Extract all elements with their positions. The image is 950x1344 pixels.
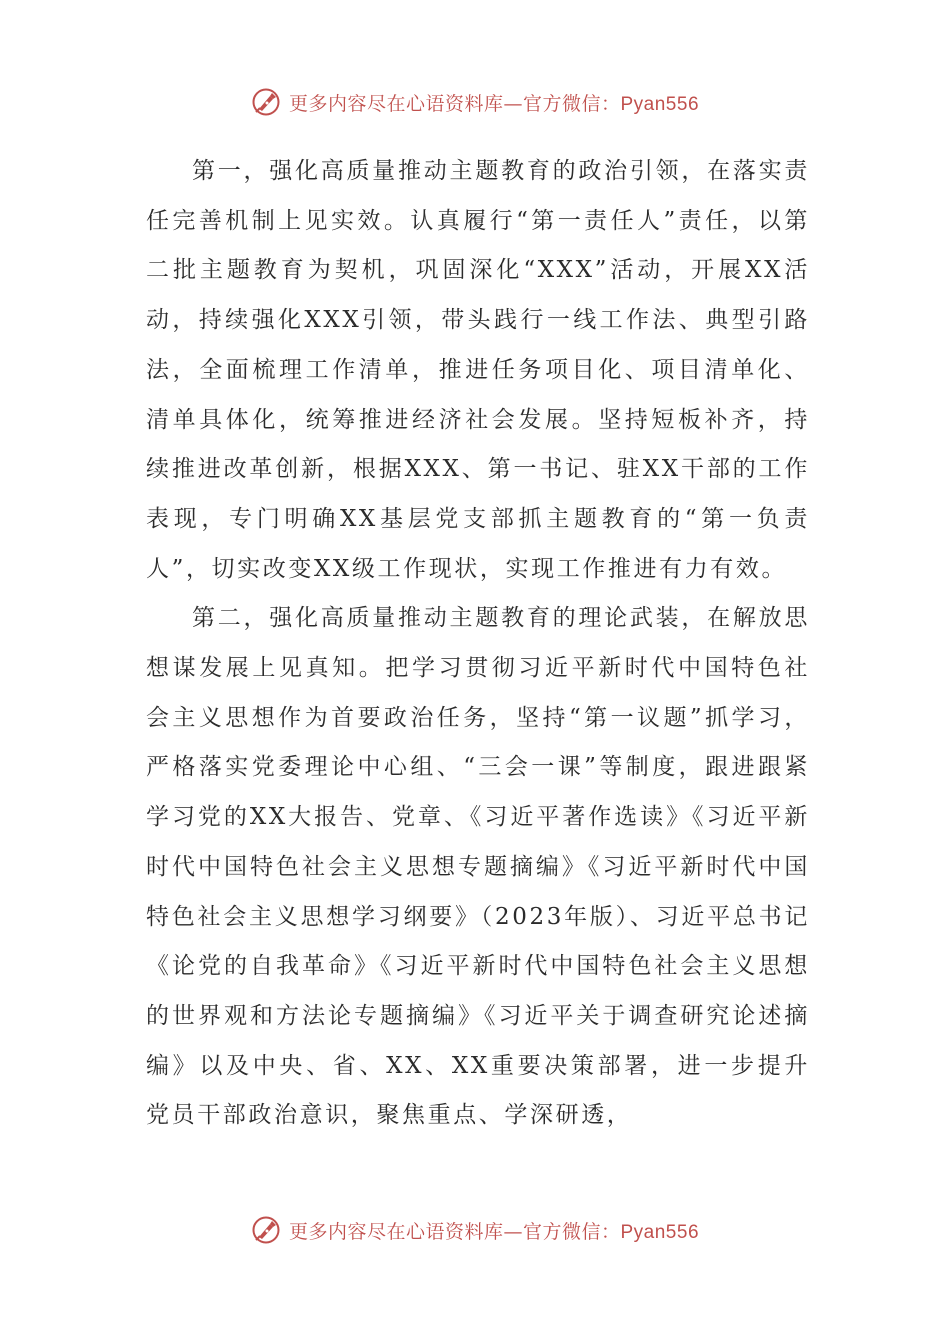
header-banner [0, 82, 950, 122]
pen-nib-logo-icon [251, 1215, 281, 1245]
footer-separator: — [503, 1220, 523, 1243]
paragraph-1: 第一，强化高质量推动主题教育的政治引领，在落实责任完善机制上见实效。认真履行“第一责任人”责任，以第二批主题教育为契机，巩固深化“XXX”活动，开展XX活动，持续强化XXX引领，带头践行一线工作法、典型引路法，全面梳理工作清单，推进任务项目化、项目清单化、清单具体化，统筹推进经济社会发展。坚持短板补齐，持续推进改革创新，根据XXX、第一书记、驻XX干部的工作表现，专门明确XX基层党支部抓主题教育的“第一负责人”，切实改变XX级工作现状，实现工作推进有力有效。 [146, 158, 810, 582]
document-body [146, 147, 810, 1141]
header-wechat-label: 官方微信： [522, 92, 621, 115]
pen-nib-logo-icon [251, 87, 281, 117]
paragraph-2: 第二，强化高质量推动主题教育的理论武装，在解放思想谋发展上见真知。把学习贯彻习近平新时代中国特色社会主义思想作为首要政治任务，坚持“第一议题”抓学习，严格落实党委理论中心组、“三会一课”等制度，跟进跟紧学习党的XX大报告、党章、《习近平著作选读》《习近平新时代中国特色社会主义思想专题摘编》《习近平新时代中国特色社会主义思想学习纲要》（2023年版）、习近平总书记《论党的自我革命》《习近平新时代中国特色社会主义思想的世界观和方法论专题摘编》《习近平关于调查研究论述摘编》以及中央、省、XX、XX重要决策部署，进一步提升党员干部政治意识，聚焦重点、学深研透， [146, 605, 810, 1129]
footer-wechat-label: 官方微信： [522, 1220, 621, 1243]
header-wechat-id: Pyan556 [620, 93, 700, 115]
footer-banner-text [289, 1217, 699, 1244]
header-site-name: 更多内容尽在心语资料库 [288, 92, 504, 115]
header-banner-text [289, 89, 699, 116]
footer-site-name: 更多内容尽在心语资料库 [288, 1220, 504, 1243]
header-separator: — [503, 92, 523, 115]
footer-banner [0, 1210, 950, 1250]
footer-wechat-id: Pyan556 [620, 1221, 700, 1243]
